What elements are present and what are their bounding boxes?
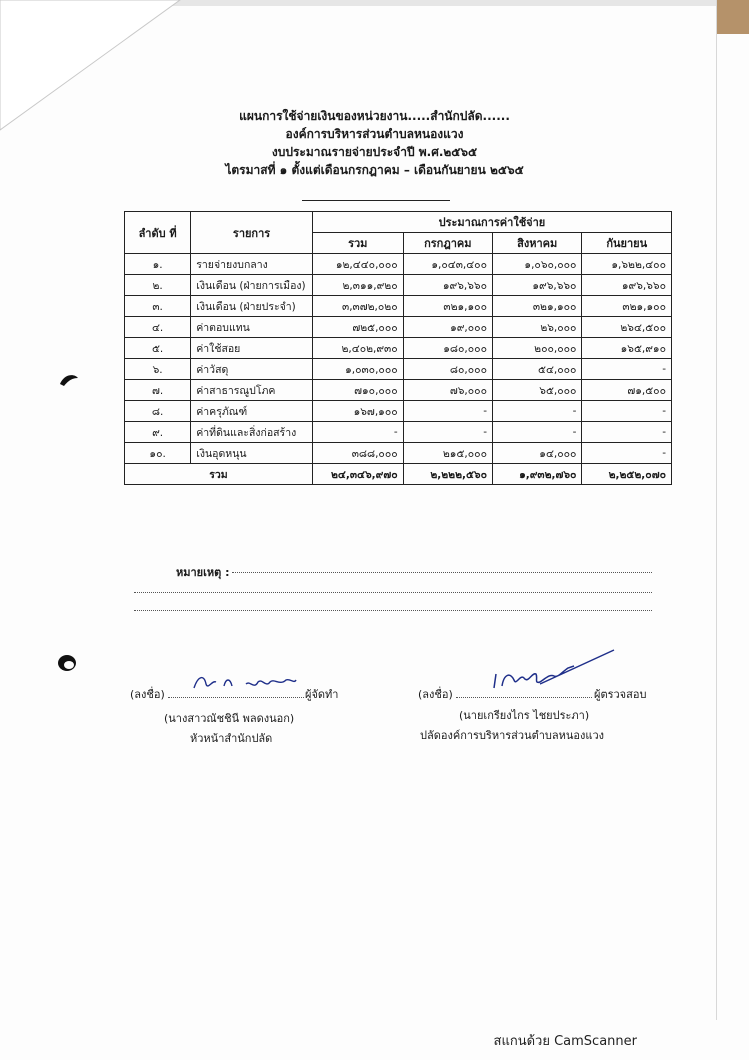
row-number: ๔. xyxy=(125,317,191,338)
scan-corner-artifact xyxy=(717,0,749,34)
row-july: - xyxy=(403,401,492,422)
row-september: - xyxy=(582,401,672,422)
row-july: ๒๑๕,๐๐๐ xyxy=(403,443,492,464)
ink-smudge xyxy=(58,372,82,388)
camscanner-watermark: สแกนด้วย CamScanner xyxy=(493,1034,637,1049)
row-august: ๖๕,๐๐๐ xyxy=(493,380,582,401)
row-item-name: เงินอุดหนุน xyxy=(191,443,313,464)
table-row xyxy=(125,254,672,275)
row-july: ๗๖,๐๐๐ xyxy=(403,380,492,401)
row-number: ๕. xyxy=(125,338,191,359)
left-signer-position: หัวหน้าสำนักปลัด xyxy=(190,732,273,745)
row-august: ๑,๐๖๐,๐๐๐ xyxy=(493,254,582,275)
budget-table xyxy=(124,211,672,485)
table-row xyxy=(125,401,672,422)
header-expense-estimate: ประมาณการค่าใช้จ่าย xyxy=(312,212,671,233)
row-item-name: ค่าที่ดินและสิ่งก่อสร้าง xyxy=(191,422,313,443)
row-august: ๑๔,๐๐๐ xyxy=(493,443,582,464)
row-number: ๖. xyxy=(125,359,191,380)
row-item-name: ค่าตอบแทน xyxy=(191,317,313,338)
table-row xyxy=(125,317,672,338)
table-row xyxy=(125,275,672,296)
row-september: - xyxy=(582,443,672,464)
row-number: ๗. xyxy=(125,380,191,401)
row-total: ๒,๔๐๒,๙๓๐ xyxy=(312,338,403,359)
row-item-name: ค่าครุภัณฑ์ xyxy=(191,401,313,422)
row-item-name: ค่าสาธารณูปโภค xyxy=(191,380,313,401)
row-july: ๑๙๖,๖๖๐ xyxy=(403,275,492,296)
right-signer-name: (นายเกรียงไกร ไชยประภา) xyxy=(459,709,590,722)
total-july: ๒,๒๒๒,๕๖๐ xyxy=(403,464,492,485)
row-july: ๘๐,๐๐๐ xyxy=(403,359,492,380)
total-august: ๑,๙๓๒,๗๖๐ xyxy=(493,464,582,485)
remark-line-1 xyxy=(232,572,652,573)
row-total: ๓,๓๗๒,๐๒๐ xyxy=(312,296,403,317)
remark-label: หมายเหตุ : xyxy=(176,566,230,579)
row-september: ๑๙๖,๖๖๐ xyxy=(582,275,672,296)
right-signer-position: ปลัดองค์การบริหารส่วนตำบลหนองแวง xyxy=(420,729,605,742)
row-september: ๑,๖๒๒,๔๐๐ xyxy=(582,254,672,275)
table-row xyxy=(125,359,672,380)
row-item-name: เงินเดือน (ฝ่ายประจำ) xyxy=(191,296,313,317)
right-sign-prefix: (ลงชื่อ) xyxy=(418,688,453,701)
header-no: ลำดับ ที่ xyxy=(125,212,191,254)
row-august: - xyxy=(493,401,582,422)
row-item-name: ค่าใช้สอย xyxy=(191,338,313,359)
remark-line-2 xyxy=(134,592,652,593)
row-total: ๗๑๐,๐๐๐ xyxy=(312,380,403,401)
row-september: ๒๖๔,๕๐๐ xyxy=(582,317,672,338)
row-number: ๘. xyxy=(125,401,191,422)
row-total: - xyxy=(312,422,403,443)
header-item: รายการ xyxy=(191,212,313,254)
row-august: ๓๒๑,๑๐๐ xyxy=(493,296,582,317)
document-title-line4: ไตรมาสที่ ๑ ตั้งแต่เดือนกรกฎาคม – เดือนกันยายน ๒๕๖๕ xyxy=(225,163,524,177)
header-august: สิงหาคม xyxy=(493,233,582,254)
row-number: ๙. xyxy=(125,422,191,443)
row-august: ๒๖,๐๐๐ xyxy=(493,317,582,338)
row-august: - xyxy=(493,422,582,443)
row-july: ๑๘๐,๐๐๐ xyxy=(403,338,492,359)
table-row xyxy=(125,338,672,359)
row-august: ๕๔,๐๐๐ xyxy=(493,359,582,380)
row-number: ๓. xyxy=(125,296,191,317)
row-total: ๗๒๕,๐๐๐ xyxy=(312,317,403,338)
row-july: - xyxy=(403,422,492,443)
header-july: กรกฎาคม xyxy=(403,233,492,254)
row-september: ๗๑,๕๐๐ xyxy=(582,380,672,401)
row-september: ๑๖๕,๙๑๐ xyxy=(582,338,672,359)
row-number: ๒. xyxy=(125,275,191,296)
row-total: ๒,๓๑๑,๙๒๐ xyxy=(312,275,403,296)
row-september: - xyxy=(582,359,672,380)
total-label: รวม xyxy=(125,464,313,485)
table-row xyxy=(125,296,672,317)
header-total: รวม xyxy=(312,233,403,254)
row-august: ๒๐๐,๐๐๐ xyxy=(493,338,582,359)
row-july: ๑,๐๔๓,๔๐๐ xyxy=(403,254,492,275)
row-total: ๑๖๗,๑๐๐ xyxy=(312,401,403,422)
left-sign-role: ผู้จัดทำ xyxy=(305,688,339,701)
row-item-name: เงินเดือน (ฝ่ายการเมือง) xyxy=(191,275,313,296)
punch-hole-mark xyxy=(56,652,78,674)
document-title-line2: องค์การบริหารส่วนตำบลหนองแวง xyxy=(285,127,464,141)
row-august: ๑๙๖,๖๖๐ xyxy=(493,275,582,296)
row-july: ๑๙,๐๐๐ xyxy=(403,317,492,338)
row-september: ๓๒๑,๑๐๐ xyxy=(582,296,672,317)
total-september: ๒,๒๕๒,๐๗๐ xyxy=(582,464,672,485)
row-item-name: ค่าวัสดุ xyxy=(191,359,313,380)
row-number: ๑. xyxy=(125,254,191,275)
grand-total: ๒๔,๓๔๖,๙๗๐ xyxy=(312,464,403,485)
left-sign-line xyxy=(168,697,304,698)
row-september: - xyxy=(582,422,672,443)
title-underline xyxy=(302,200,450,201)
row-total: ๑๒,๔๔๐,๐๐๐ xyxy=(312,254,403,275)
row-item-name: รายจ่ายงบกลาง xyxy=(191,254,313,275)
remark-line-3 xyxy=(134,610,652,611)
row-total: ๓๘๘,๐๐๐ xyxy=(312,443,403,464)
left-signer-name: (นางสาวณัชชินี พลดงนอก) xyxy=(164,712,295,725)
table-row xyxy=(125,443,672,464)
right-sign-role: ผู้ตรวจสอบ xyxy=(594,688,647,701)
row-total: ๑,๐๓๐,๐๐๐ xyxy=(312,359,403,380)
table-row xyxy=(125,380,672,401)
total-row xyxy=(125,464,672,485)
scan-edge-shadow xyxy=(120,0,720,6)
row-number: ๑๐. xyxy=(125,443,191,464)
row-july: ๓๒๑,๑๐๐ xyxy=(403,296,492,317)
left-sign-prefix: (ลงชื่อ) xyxy=(130,688,165,701)
document-title-line3: งบประมาณรายจ่ายประจำปี พ.ศ.๒๕๖๕ xyxy=(271,145,478,159)
table-row xyxy=(125,422,672,443)
document-title-line1: แผนการใช้จ่ายเงินของหน่วยงาน.....สำนักปลัด...... xyxy=(239,109,510,123)
header-september: กันยายน xyxy=(582,233,672,254)
left-handwritten-signature xyxy=(190,668,300,696)
